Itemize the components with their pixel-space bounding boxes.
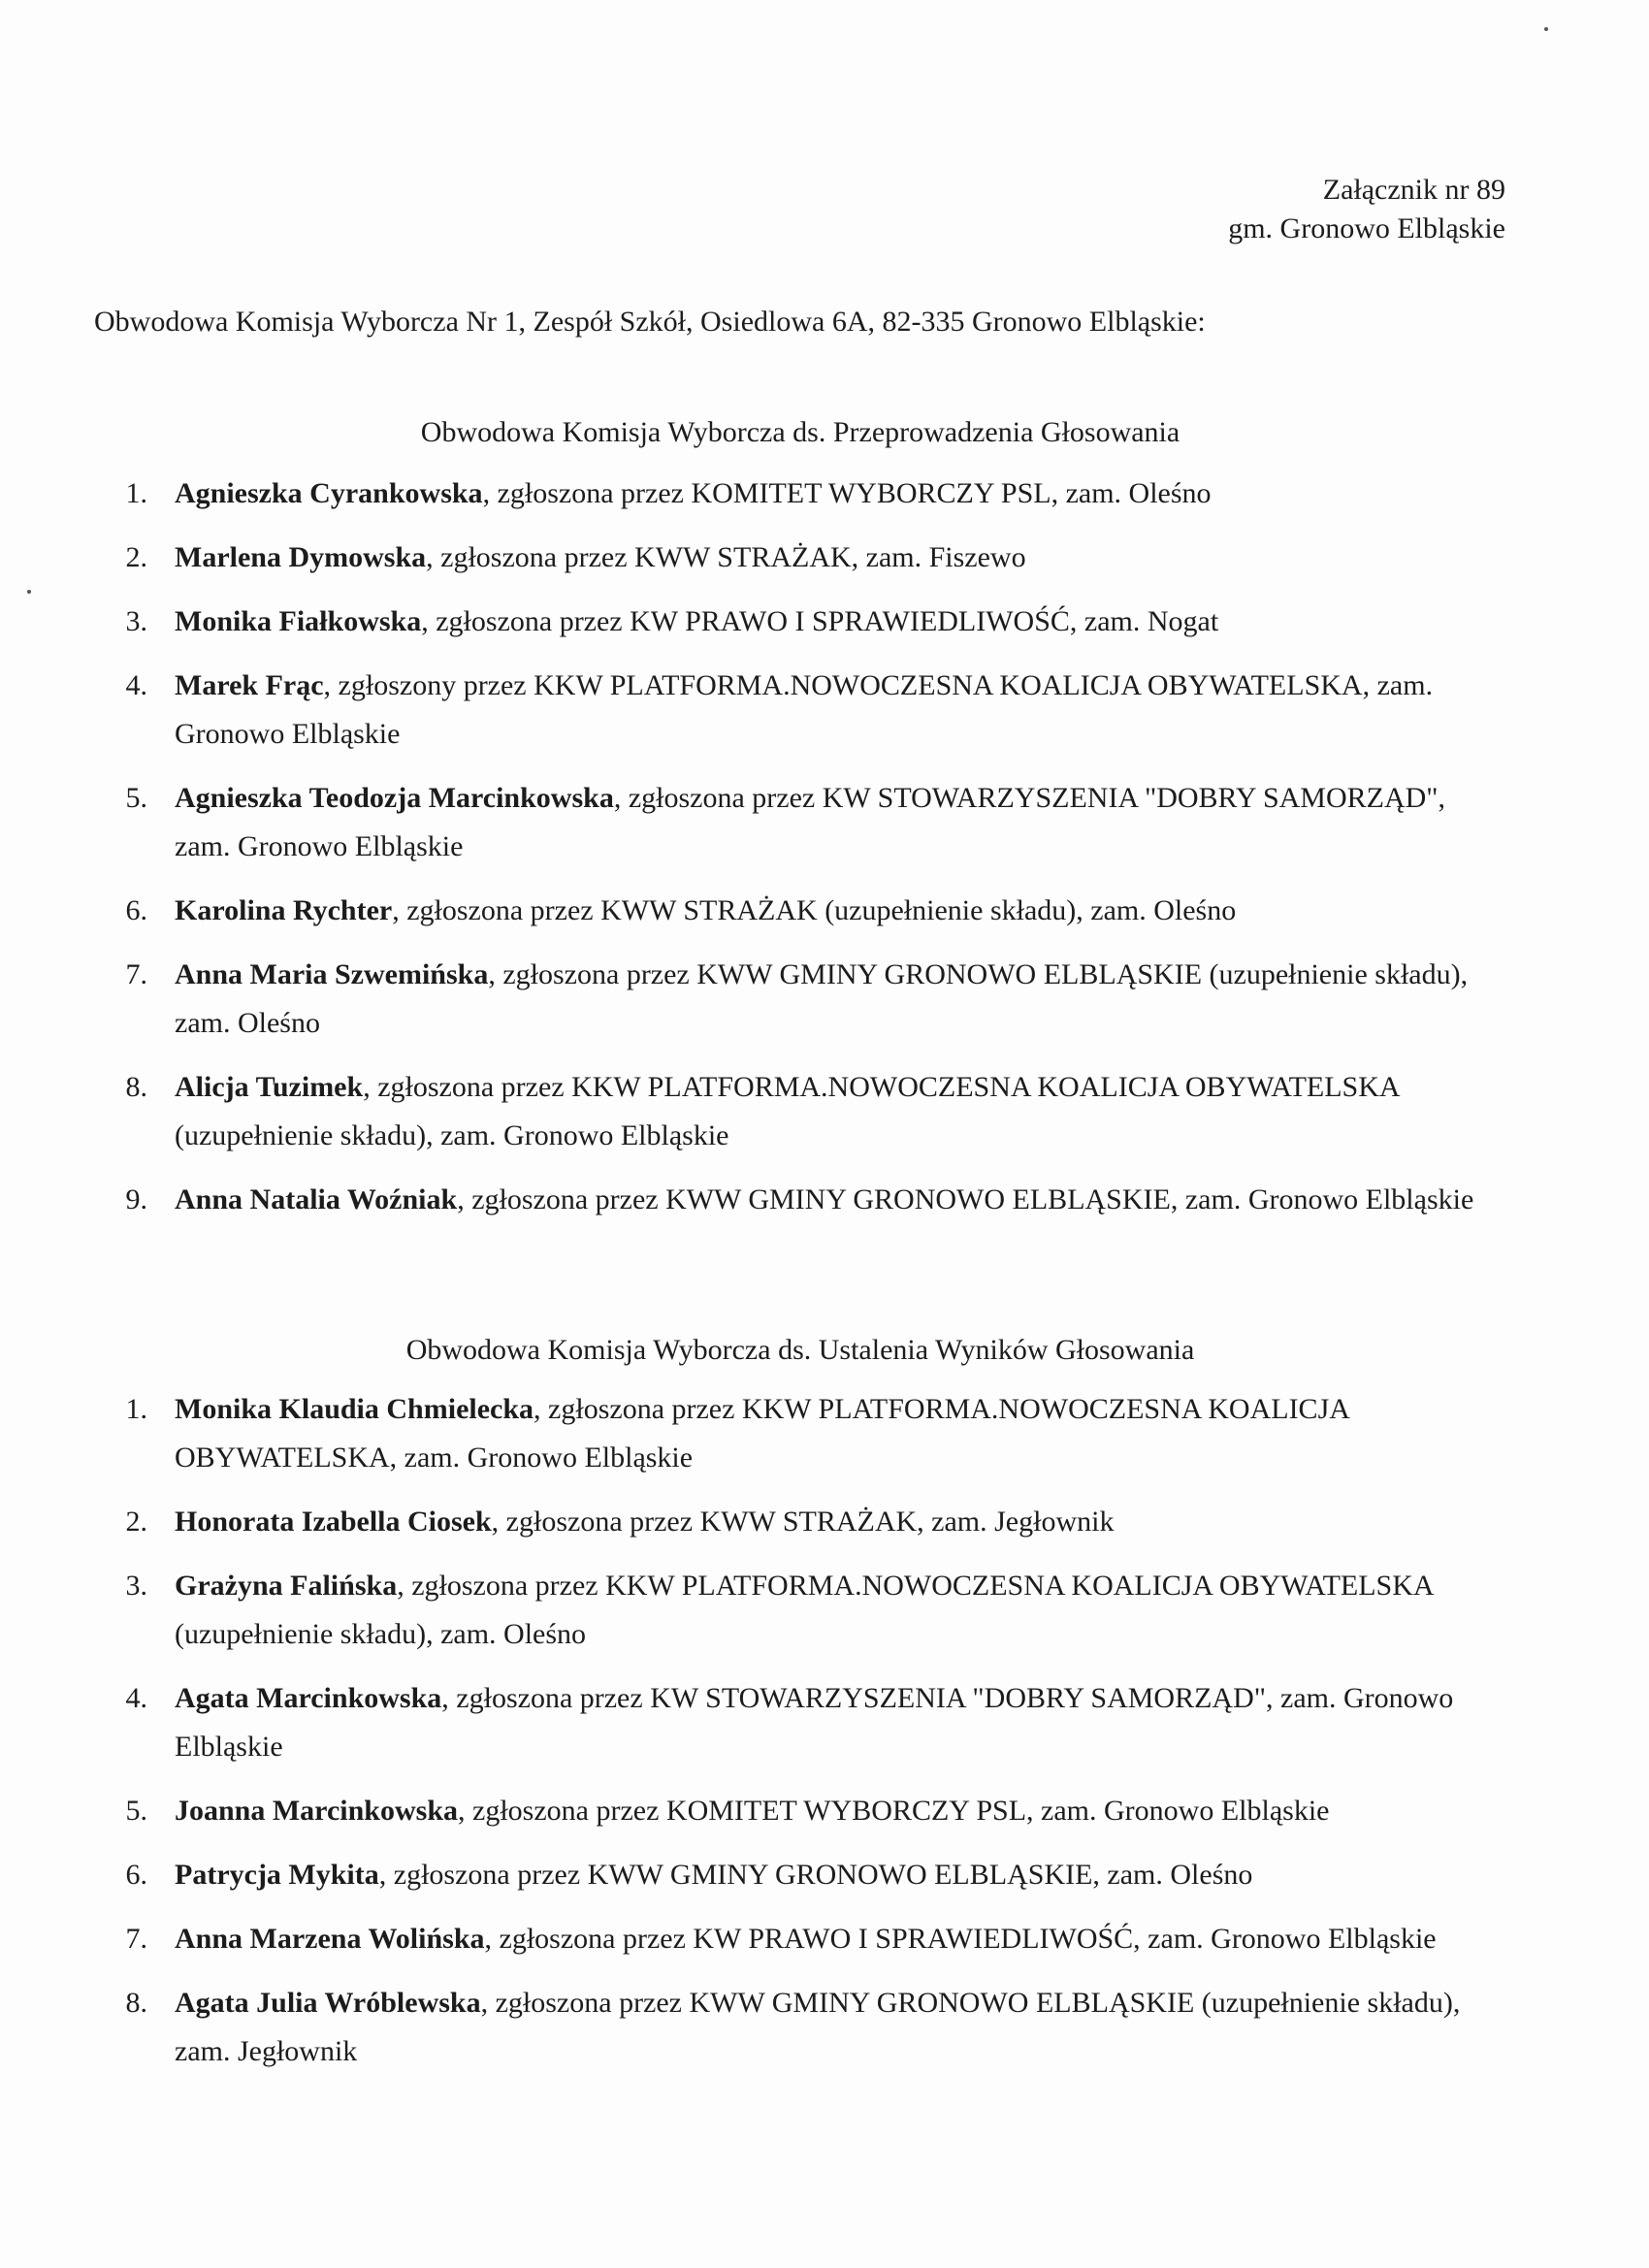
item-number: 7.	[125, 1923, 147, 1955]
item-text	[175, 1562, 1474, 1659]
list-item	[0, 470, 1649, 518]
item-number: 3.	[125, 605, 147, 637]
member-details: , zgłoszona przez KWW STRAŻAK, zam. Jegłownik	[491, 1506, 1115, 1538]
list-item	[0, 1063, 1649, 1160]
list-item	[0, 662, 1649, 759]
attachment-header	[1228, 171, 1505, 248]
item-number: 1.	[125, 1393, 147, 1425]
member-details: , zgłoszona przez KOMITET WYBORCZY PSL, zam. Oleśno	[482, 477, 1212, 509]
member-details: , zgłoszona przez KKW PLATFORMA.NOWOCZESNA KOALICJA OBYWATELSKA (uzupełnienie składu), zam. Oleśno	[175, 1570, 1433, 1650]
section-title-results: Obwodowa Komisja Wyborcza ds. Ustalenia Wyników Głosowania	[405, 1334, 1195, 1366]
list-item	[0, 1851, 1649, 1899]
member-details: , zgłoszona przez KWW GMINY GRONOWO ELBLĄSKIE, zam. Gronowo Elbląskie	[457, 1183, 1474, 1215]
section-title-voting: Obwodowa Komisja Wyborcza ds. Przeprowadzenia Głosowania	[420, 416, 1180, 448]
item-text	[175, 1385, 1474, 1482]
member-name: Karolina Rychter	[175, 894, 393, 926]
municipality-name: gm. Gronowo Elbląskie	[1228, 212, 1505, 244]
item-text	[175, 1787, 1474, 1835]
member-details: , zgłoszona przez KW STOWARZYSZENIA "DOBRY SAMORZĄD", zam. Gronowo Elbląskie	[175, 782, 1446, 862]
item-text	[175, 598, 1474, 646]
member-name: Agata Julia Wróblewska	[175, 1987, 481, 2019]
member-details: , zgłoszona przez KW STOWARZYSZENIA "DOBRY SAMORZĄD", zam. Gronowo Elbląskie	[175, 1682, 1454, 1763]
scan-speck	[1544, 27, 1548, 31]
list-item	[0, 1562, 1649, 1659]
item-number: 6.	[125, 894, 147, 926]
item-number: 3.	[125, 1570, 147, 1602]
item-text	[175, 534, 1474, 582]
list-item	[0, 774, 1649, 871]
member-name: Honorata Izabella Ciosek	[175, 1506, 492, 1538]
item-text	[175, 1851, 1474, 1899]
item-number: 4.	[125, 669, 147, 701]
item-number: 2.	[125, 1506, 147, 1538]
member-name: Patrycja Mykita	[175, 1859, 379, 1891]
member-details: , zgłoszona przez KW PRAWO I SPRAWIEDLIWOŚĆ, zam. Gronowo Elbląskie	[484, 1923, 1437, 1955]
item-text	[175, 1498, 1474, 1546]
member-details: , zgłoszona przez KWW STRAŻAK (uzupełnienie składu), zam. Oleśno	[392, 894, 1237, 926]
item-text	[175, 470, 1474, 518]
item-number: 1.	[125, 477, 147, 509]
member-name: Agata Marcinkowska	[175, 1682, 442, 1714]
members-list-results	[0, 1385, 1649, 2091]
item-text	[175, 1915, 1474, 1963]
member-details: , zgłoszona przez KKW PLATFORMA.NOWOCZESNA KOALICJA OBYWATELSKA (uzupełnienie składu), zam. Gronowo Elbląskie	[175, 1071, 1399, 1151]
member-name: Anna Natalia Woźniak	[175, 1183, 458, 1215]
commission-address: Obwodowa Komisja Wyborcza Nr 1, Zespół Szkół, Osiedlowa 6A, 82-335 Gronowo Elbląskie:	[94, 306, 1206, 338]
item-number: 2.	[125, 541, 147, 573]
list-item	[0, 887, 1649, 935]
item-number: 5.	[125, 1795, 147, 1827]
member-details: , zgłoszona przez KWW GMINY GRONOWO ELBLĄSKIE (uzupełnienie składu), zam. Oleśno	[175, 958, 1469, 1039]
member-details: , zgłoszona przez KW PRAWO I SPRAWIEDLIWOŚĆ, zam. Nogat	[421, 605, 1219, 637]
member-details: , zgłoszony przez KKW PLATFORMA.NOWOCZESNA KOALICJA OBYWATELSKA, zam. Gronowo Elbląskie	[175, 669, 1434, 750]
item-number: 5.	[125, 782, 147, 814]
list-item	[0, 1915, 1649, 1963]
member-name: Anna Marzena Wolińska	[175, 1923, 485, 1955]
item-text	[175, 1979, 1474, 2076]
member-name: Monika Fiałkowska	[175, 605, 422, 637]
list-item	[0, 1498, 1649, 1546]
member-name: Grażyna Falińska	[175, 1570, 398, 1602]
list-item	[0, 1176, 1649, 1224]
item-number: 7.	[125, 958, 147, 990]
list-item	[0, 1979, 1649, 2076]
item-number: 9.	[125, 1183, 147, 1215]
item-text	[175, 887, 1474, 935]
item-number: 8.	[125, 1071, 147, 1103]
member-details: , zgłoszona przez KWW STRAŻAK, zam. Fiszewo	[426, 541, 1026, 573]
item-number: 6.	[125, 1859, 147, 1891]
member-name: Alicja Tuzimek	[175, 1071, 364, 1103]
item-text	[175, 1176, 1474, 1224]
item-text	[175, 662, 1474, 759]
member-details: , zgłoszona przez KKW PLATFORMA.NOWOCZESNA KOALICJA OBYWATELSKA, zam. Gronowo Elbląskie	[175, 1393, 1349, 1474]
member-name: Monika Klaudia Chmielecka	[175, 1393, 534, 1425]
item-text	[175, 774, 1474, 871]
item-number: 8.	[125, 1987, 147, 2019]
list-item	[0, 598, 1649, 646]
member-name: Agnieszka Teodozja Marcinkowska	[175, 782, 614, 814]
member-name: Agnieszka Cyrankowska	[175, 477, 483, 509]
item-number: 4.	[125, 1682, 147, 1714]
list-item	[0, 1385, 1649, 1482]
item-text	[175, 1674, 1474, 1771]
member-name: Marlena Dymowska	[175, 541, 427, 573]
member-name: Marek Frąc	[175, 669, 324, 701]
member-name: Anna Maria Szwemińska	[175, 958, 489, 990]
member-details: , zgłoszona przez KWW GMINY GRONOWO ELBLĄSKIE (uzupełnienie składu), zam. Jegłownik	[175, 1987, 1461, 2067]
member-details: , zgłoszona przez KOMITET WYBORCZY PSL, zam. Gronowo Elbląskie	[458, 1795, 1330, 1827]
members-list-voting	[0, 470, 1649, 1240]
member-details: , zgłoszona przez KWW GMINY GRONOWO ELBLĄSKIE, zam. Oleśno	[378, 1859, 1253, 1891]
list-item	[0, 951, 1649, 1048]
item-text	[175, 951, 1474, 1048]
member-name: Joanna Marcinkowska	[175, 1795, 459, 1827]
attachment-number: Załącznik nr 89	[1322, 174, 1505, 206]
list-item	[0, 1787, 1649, 1835]
list-item	[0, 534, 1649, 582]
list-item	[0, 1674, 1649, 1771]
item-text	[175, 1063, 1474, 1160]
